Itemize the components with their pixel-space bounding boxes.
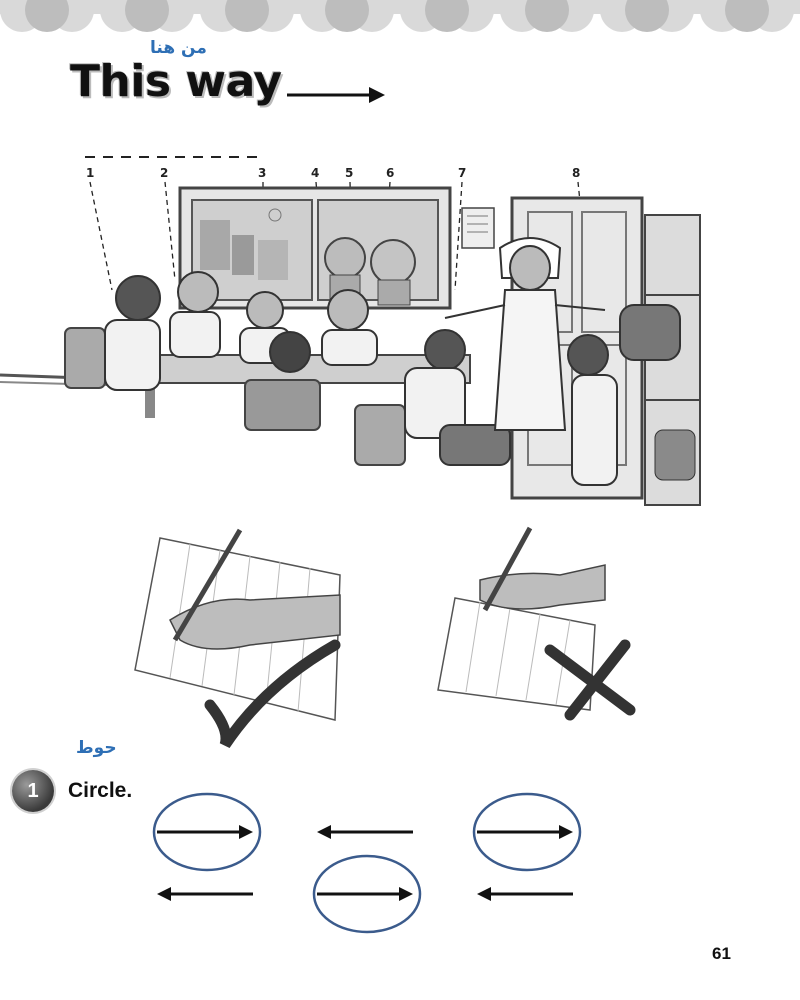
arrow-item-6[interactable] — [477, 887, 573, 901]
incorrect-writing-illustration — [430, 520, 660, 730]
scene-label-6: 6 — [386, 166, 395, 180]
scalloped-top-border — [0, 0, 800, 32]
scene-label-5: 5 — [345, 166, 354, 180]
page-title: This way — [70, 56, 282, 107]
title-arrow-icon — [287, 84, 387, 106]
classroom-illustration — [0, 140, 800, 520]
scene-label-7: 7 — [458, 166, 467, 180]
arrow-left-icon — [317, 825, 331, 839]
scene-label-8: 8 — [572, 166, 581, 180]
arrow-left-icon — [157, 887, 171, 901]
correct-writing-illustration — [130, 520, 360, 750]
arrow-item-1[interactable] — [154, 794, 260, 870]
arabic-title: من هنا — [150, 38, 207, 58]
exercise-instruction: Circle. — [68, 779, 133, 802]
arrow-item-4[interactable] — [157, 887, 253, 901]
arrow-right-icon — [399, 887, 413, 901]
scene-label-4: 4 — [311, 166, 320, 180]
arrow-exercise — [0, 770, 800, 950]
arrow-item-2[interactable] — [317, 825, 413, 839]
scene-label-1: 1 — [86, 166, 95, 180]
arabic-instruction-label: حوط — [76, 738, 117, 758]
scene-label-3: 3 — [258, 166, 267, 180]
arrow-left-icon — [477, 887, 491, 901]
arrow-right-icon — [559, 825, 573, 839]
page-number: 61 — [712, 944, 731, 963]
arrow-right-icon — [239, 825, 253, 839]
arrow-item-3[interactable] — [474, 794, 580, 870]
arrow-item-5[interactable] — [314, 856, 420, 932]
exercise-number-badge: 1 — [12, 770, 54, 812]
scene-label-2: 2 — [160, 166, 169, 180]
